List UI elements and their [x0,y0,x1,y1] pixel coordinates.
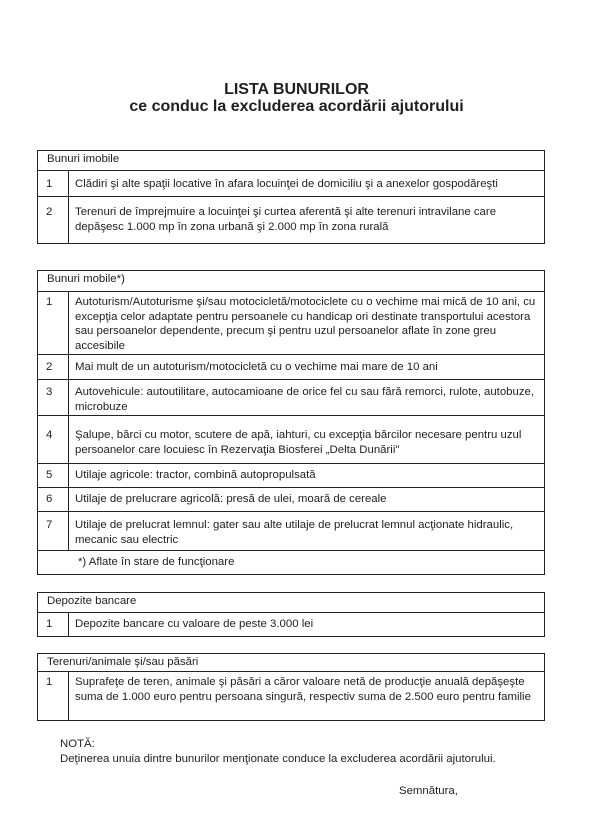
table-row [38,197,545,244]
note-label: NOTĂ: [60,738,95,750]
row-text: Utilaje de prelucrare agricolă: presă de ulei, moară de cereale [69,488,545,512]
note-text: Deţinerea unuia dintre bunurilor menţionate conduce la excluderea acordării ajutorului. [60,753,496,765]
row-number: 1 [38,672,69,721]
row-text: Suprafeţe de teren, animale şi păsări a căror valoare netă de producţie anuală depăşeşte suma de 1.000 euro pentru persoana singură, respectiv suma de 2.500 euro pentru familie [69,672,545,721]
row-text: Autoturism/Autoturisme şi/sau motocicletă/motociclete cu o vechime mai mică de 10 ani, cu excepţia celor adaptate pentru persoanele cu handicap ori destinate transportului acestora sau persoanelor dependente, precum şi pentru uzul persoanelor aflate în zone greu accesibile [69,292,545,355]
row-text: Utilaje de prelucrat lemnul: gater sau alte utilaje de prelucrat lemnul acţionate hidraulic, mecanic sau electric [69,512,545,551]
section-header: Terenuri/animale şi/sau păsări [38,654,545,672]
row-number: 4 [38,416,69,464]
table-terenuri-animale [37,653,545,721]
table-row [38,380,545,416]
row-text: Clădiri şi alte spaţii locative în afara locuinţei de domiciliu şi a anexelor gospodăreşti [69,171,545,197]
table-row [38,171,545,197]
footnote: *) Aflate în stare de funcţionare [38,551,545,575]
table-row [38,416,545,464]
section-header: Bunuri mobile*) [38,271,545,292]
table-row [38,613,545,637]
table-row [38,672,545,721]
row-number: 2 [38,355,69,380]
row-number: 5 [38,464,69,488]
table-row [38,292,545,355]
row-number: 1 [38,171,69,197]
table-row [38,464,545,488]
table-bunuri-mobile [37,270,545,575]
row-number: 2 [38,197,69,244]
row-number: 3 [38,380,69,416]
table-depozite-bancare [37,592,545,637]
row-text: Şalupe, bărci cu motor, scutere de apă, iahturi, cu excepţia bărcilor necesare pentru uzul persoanelor care locuiesc în Rezervaţia Biosferei „Delta Dunării" [69,416,545,464]
row-number: 1 [38,613,69,637]
row-number: 7 [38,512,69,551]
row-text: Depozite bancare cu valoare de peste 3.000 lei [69,613,545,637]
section-header: Bunuri imobile [38,151,545,171]
document-title-line1: LISTA BUNURILOR [224,81,369,98]
section-header: Depozite bancare [38,593,545,613]
row-text: Terenuri de împrejmuire a locuinţei şi curtea aferentă şi alte terenuri intravilane care depăşesc 1.000 mp în zona urbană şi 2.000 mp în zona rurală [69,197,545,244]
document-title-line2: ce conduc la excluderea acordării ajutorului [129,98,464,115]
row-number: 1 [38,292,69,355]
row-text: Utilaje agricole: tractor, combină autopropulsată [69,464,545,488]
row-text: Mai mult de un autoturism/motocicletă cu o vechime mai mare de 10 ani [69,355,545,380]
table-row [38,488,545,512]
table-bunuri-imobile [37,150,545,244]
table-row [38,512,545,551]
table-row [38,355,545,380]
row-text: Autovehicule: autoutilitare, autocamioane de orice fel cu sau fără remorci, rulote, autobuze, microbuze [69,380,545,416]
note-block [60,737,496,767]
signature-label: Semnătura, [399,785,458,797]
row-number: 6 [38,488,69,512]
